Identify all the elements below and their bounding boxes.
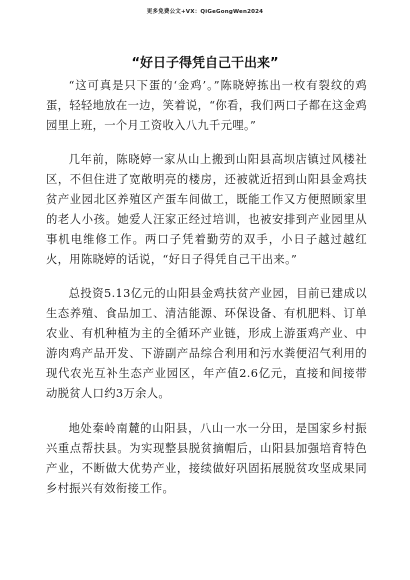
paragraph-1: “这可真是只下蛋的‘金鸡’。”陈晓婷拣出一枚有裂纹的鸡蛋，轻轻地放在一边，笑着说，“你看，我们两口子都在这金鸡园里上班，一个月工资收入八九千元哩。” — [46, 79, 367, 132]
article-body — [46, 76, 367, 499]
paragraph-3: 总投资5.13亿元的山阳县金鸡扶贫产业园，目前已建成以生态养殖、食品加工、清洁能源、环保设备、有机肥料、订单农业、有机种植为主的全循环产业链，形成上游蛋鸡产业、中游肉鸡产品开发、下游副产品综合利用和污水粪便沼气利用的现代农光互补生态产业园区，年产值2.6亿元，直接和间接带动脱贫人口约3万余人。 — [46, 287, 367, 400]
paragraph-2: 几年前，陈晓婷一家从山上搬到山阳县高坝店镇过风楼社区，不但住进了宽敞明亮的楼房，还被就近招到山阳县金鸡扶贫产业园北区养殖区产蛋车间做工，既能工作又方便照顾家里的老人小孩。她爱人汪家正经过培训，也被安排到产业园里从事机电维修工作。两口子凭着勤劳的双手，小日子越过越红火，用陈晓婷的话说，“好日子得凭自己干出来。” — [46, 153, 367, 266]
page-header-note: 更多免费公文+VX：QiGeGongWen2024 — [146, 9, 264, 15]
paragraph-4: 地处秦岭南麓的山阳县，八山一水一分田，是国家乡村振兴重点帮扶县。为实现整县脱贫摘帽后，山阳县加强培育特色产业，不断做大优势产业，接续做好巩固拓展脱贫攻坚成果同乡村振兴有效衔接工作。 — [46, 422, 367, 495]
article-title: “好日子得凭自己干出来” — [131, 56, 279, 71]
